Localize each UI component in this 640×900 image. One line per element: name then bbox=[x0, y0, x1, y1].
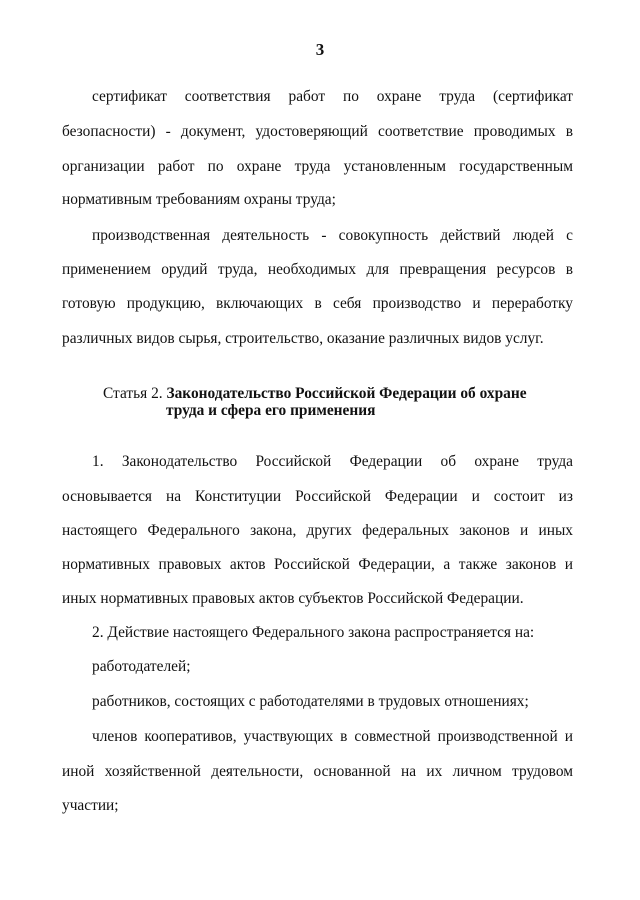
text-line: членов кооперативов, участвующих в совместной производственной и bbox=[92, 728, 573, 745]
text-line: безопасности) - документ, удостоверяющий соответствие проводимых в bbox=[62, 123, 573, 140]
article-title: Законодательство Российской Федерации об охране bbox=[166, 385, 527, 402]
text-line: сертификат соответствия работ по охране труда (сертификат bbox=[92, 88, 573, 105]
text-line: иной хозяйственной деятельности, основанной на их личном трудовом bbox=[62, 763, 573, 780]
article-label: Статья 2. bbox=[103, 385, 163, 402]
text-line: организации работ по охране труда установленным государственным bbox=[62, 158, 573, 175]
text-line: участии; bbox=[62, 797, 119, 814]
text-line: применением орудий труда, необходимых для превращения ресурсов в bbox=[62, 261, 573, 278]
text-line: нормативным требованиям охраны труда; bbox=[62, 191, 336, 208]
text-line: настоящего Федерального закона, других федеральных законов и иных bbox=[62, 522, 573, 539]
text-line: основывается на Конституции Российской Федерации и состоит из bbox=[62, 488, 573, 505]
paragraph-scope: 2. Действие настоящего Федерального закона распространяется на: bbox=[92, 624, 535, 641]
paragraph-employees: работников, состоящих с работодателями в трудовых отношениях; bbox=[92, 693, 529, 710]
text-line: различных видов сырья, строительство, оказание различных видов услуг. bbox=[62, 330, 544, 347]
paragraph-employers: работодателей; bbox=[92, 658, 191, 675]
article-title-continued: труда и сфера его применения bbox=[166, 402, 376, 419]
page-number: 3 bbox=[315, 40, 325, 59]
text-line: готовую продукцию, включающих в себя производство и переработку bbox=[62, 295, 573, 312]
text-line: производственная деятельность - совокупность действий людей с bbox=[92, 227, 573, 244]
text-line: иных нормативных правовых актов субъектов Российской Федерации. bbox=[62, 590, 524, 607]
text-line: нормативных правовых актов Российской Федерации, а также законов и bbox=[62, 556, 573, 573]
text-line: 1. Законодательство Российской Федерации об охране труда bbox=[92, 453, 573, 470]
